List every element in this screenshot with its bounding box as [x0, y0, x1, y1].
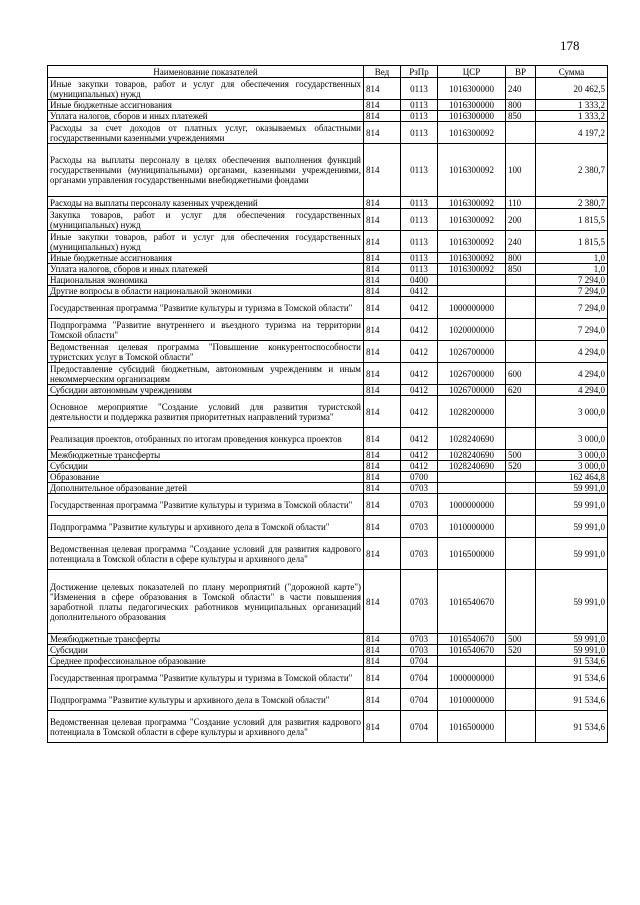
cell-name: Образование [48, 472, 364, 483]
cell-sum: 1,0 [536, 264, 608, 275]
cell-ved: 814 [364, 538, 401, 570]
cell-csr: 1016500000 [438, 711, 506, 743]
cell-ved: 814 [364, 516, 401, 538]
cell-name: Другие вопросы в области национальной экономики [48, 286, 364, 297]
cell-rzpr: 0113 [401, 144, 438, 197]
cell-rzpr: 0113 [401, 100, 438, 111]
cell-name: Межбюджетные трансферты [48, 450, 364, 461]
cell-sum: 1 815,5 [536, 231, 608, 253]
cell-sum: 162 464,8 [536, 472, 608, 483]
cell-vr [506, 319, 536, 341]
table-row [48, 689, 608, 711]
cell-csr: 1016300092 [438, 122, 506, 144]
cell-vr: 620 [506, 385, 536, 396]
cell-rzpr: 0412 [401, 461, 438, 472]
cell-ved: 814 [364, 209, 401, 231]
page-number: 178 [560, 38, 580, 53]
cell-rzpr: 0113 [401, 197, 438, 209]
cell-ved: 814 [364, 275, 401, 286]
cell-name: Иные бюджетные ассигнования [48, 100, 364, 111]
cell-sum: 4 294,0 [536, 363, 608, 385]
cell-rzpr: 0412 [401, 286, 438, 297]
cell-ved: 814 [364, 286, 401, 297]
cell-name: Подпрограмма "Развитие культуры и архивного дела в Томской области" [48, 516, 364, 538]
cell-csr: 1016300092 [438, 264, 506, 275]
table-row [48, 231, 608, 253]
cell-name: Государственная программа "Развитие культуры и туризма в Томской области" [48, 494, 364, 516]
cell-ved: 814 [364, 634, 401, 645]
cell-sum: 1,0 [536, 253, 608, 264]
cell-name: Государственная программа "Развитие культуры и туризма в Томской области" [48, 667, 364, 689]
cell-vr: 800 [506, 100, 536, 111]
cell-csr: 1016300092 [438, 231, 506, 253]
cell-csr: 1016300000 [438, 78, 506, 100]
cell-sum: 3 000,0 [536, 461, 608, 472]
cell-vr: 110 [506, 197, 536, 209]
cell-name: Реализация проектов, отобранных по итогам проведения конкурса проектов [48, 428, 364, 450]
cell-rzpr: 0412 [401, 297, 438, 319]
table-row [48, 656, 608, 667]
cell-vr [506, 656, 536, 667]
cell-vr: 600 [506, 363, 536, 385]
table-row [48, 363, 608, 385]
cell-rzpr: 0113 [401, 253, 438, 264]
cell-sum: 20 462,5 [536, 78, 608, 100]
cell-rzpr: 0703 [401, 516, 438, 538]
table-row [48, 428, 608, 450]
table-row [48, 286, 608, 297]
table-row [48, 461, 608, 472]
cell-vr [506, 570, 536, 634]
col-header-ved: Вед [364, 66, 401, 78]
cell-csr: 1016540670 [438, 645, 506, 656]
cell-ved: 814 [364, 100, 401, 111]
cell-sum: 2 380,7 [536, 197, 608, 209]
cell-sum: 4 294,0 [536, 341, 608, 363]
cell-csr: 1020000000 [438, 319, 506, 341]
col-header-rzpr: РзПр [401, 66, 438, 78]
cell-rzpr: 0703 [401, 494, 438, 516]
cell-sum: 1 333,2 [536, 100, 608, 111]
cell-ved: 814 [364, 472, 401, 483]
cell-vr: 100 [506, 144, 536, 197]
table-row [48, 711, 608, 743]
cell-ved: 814 [364, 231, 401, 253]
cell-csr: 1016540670 [438, 570, 506, 634]
cell-ved: 814 [364, 78, 401, 100]
cell-csr: 1028240690 [438, 428, 506, 450]
cell-rzpr: 0412 [401, 341, 438, 363]
cell-sum: 1 815,5 [536, 209, 608, 231]
cell-name: Национальная экономика [48, 275, 364, 286]
cell-name: Межбюджетные трансферты [48, 634, 364, 645]
cell-ved: 814 [364, 656, 401, 667]
cell-rzpr: 0113 [401, 264, 438, 275]
cell-rzpr: 0700 [401, 472, 438, 483]
cell-rzpr: 0703 [401, 570, 438, 634]
table-row [48, 483, 608, 494]
cell-vr: 240 [506, 231, 536, 253]
cell-rzpr: 0412 [401, 363, 438, 385]
cell-sum: 59 991,0 [536, 538, 608, 570]
cell-csr: 1016500000 [438, 538, 506, 570]
cell-csr: 1000000000 [438, 667, 506, 689]
cell-rzpr: 0703 [401, 645, 438, 656]
cell-vr: 200 [506, 209, 536, 231]
cell-name: Уплата налогов, сборов и иных платежей [48, 111, 364, 122]
cell-sum: 2 380,7 [536, 144, 608, 197]
cell-vr [506, 689, 536, 711]
cell-rzpr: 0703 [401, 483, 438, 494]
cell-name: Подпрограмма "Развитие культуры и архивного дела в Томской области" [48, 689, 364, 711]
cell-vr [506, 538, 536, 570]
cell-name: Закупка товаров, работ и услуг для обеспечения государственных (муниципальных) нужд [48, 209, 364, 231]
cell-sum: 7 294,0 [536, 319, 608, 341]
col-header-csr: ЦСР [438, 66, 506, 78]
cell-name: Уплата налогов, сборов и иных платежей [48, 264, 364, 275]
cell-vr: 800 [506, 253, 536, 264]
table-row [48, 122, 608, 144]
cell-vr [506, 711, 536, 743]
cell-csr: 1016300092 [438, 209, 506, 231]
cell-vr: 500 [506, 450, 536, 461]
cell-rzpr: 0400 [401, 275, 438, 286]
cell-rzpr: 0703 [401, 538, 438, 570]
cell-rzpr: 0412 [401, 450, 438, 461]
cell-name: Основное мероприятие "Создание условий для развития туристской деятельности и поддержка развития приоритетных направлений туризма" [48, 396, 364, 428]
cell-ved: 814 [364, 363, 401, 385]
cell-vr [506, 428, 536, 450]
table-row [48, 209, 608, 231]
table-row [48, 450, 608, 461]
cell-ved: 814 [364, 494, 401, 516]
cell-name: Дополнительное образование детей [48, 483, 364, 494]
table-row [48, 319, 608, 341]
table-row [48, 634, 608, 645]
cell-rzpr: 0703 [401, 634, 438, 645]
cell-ved: 814 [364, 667, 401, 689]
table-row [48, 111, 608, 122]
cell-sum: 59 991,0 [536, 570, 608, 634]
cell-rzpr: 0704 [401, 689, 438, 711]
cell-vr [506, 275, 536, 286]
cell-name: Иные закупки товаров, работ и услуг для обеспечения государственных (муниципальных) нужд [48, 78, 364, 100]
cell-csr [438, 656, 506, 667]
cell-ved: 814 [364, 319, 401, 341]
cell-rzpr: 0412 [401, 385, 438, 396]
cell-sum: 91 534,6 [536, 656, 608, 667]
cell-sum: 59 991,0 [536, 645, 608, 656]
cell-csr: 1000000000 [438, 297, 506, 319]
budget-table [47, 65, 608, 743]
cell-ved: 814 [364, 341, 401, 363]
cell-rzpr: 0113 [401, 231, 438, 253]
table-row [48, 275, 608, 286]
cell-name: Расходы за счет доходов от платных услуг, оказываемых областными государственными казенными учреждениями [48, 122, 364, 144]
cell-name: Подпрограмма "Развитие внутреннего и въездного туризма на территории Томской области" [48, 319, 364, 341]
cell-sum: 4 294,0 [536, 385, 608, 396]
cell-ved: 814 [364, 483, 401, 494]
cell-rzpr: 0113 [401, 209, 438, 231]
cell-vr [506, 667, 536, 689]
cell-name: Предоставление субсидий бюджетным, автономным учреждениям и иным некоммерческим организациям [48, 363, 364, 385]
cell-csr: 1016300000 [438, 100, 506, 111]
cell-vr [506, 286, 536, 297]
cell-ved: 814 [364, 122, 401, 144]
cell-csr [438, 483, 506, 494]
cell-sum: 91 534,6 [536, 667, 608, 689]
cell-ved: 814 [364, 111, 401, 122]
cell-vr [506, 494, 536, 516]
cell-rzpr: 0113 [401, 78, 438, 100]
cell-vr: 500 [506, 634, 536, 645]
cell-csr: 1028240690 [438, 461, 506, 472]
cell-ved: 814 [364, 461, 401, 472]
cell-ved: 814 [364, 197, 401, 209]
cell-rzpr: 0704 [401, 667, 438, 689]
cell-csr [438, 286, 506, 297]
table-row [48, 570, 608, 634]
cell-name: Субсидии [48, 645, 364, 656]
cell-csr: 1016300000 [438, 111, 506, 122]
cell-csr: 1016300092 [438, 144, 506, 197]
cell-rzpr: 0412 [401, 428, 438, 450]
cell-csr: 1026700000 [438, 341, 506, 363]
cell-sum: 7 294,0 [536, 286, 608, 297]
cell-vr [506, 483, 536, 494]
cell-ved: 814 [364, 711, 401, 743]
table-row [48, 78, 608, 100]
cell-csr: 1026700000 [438, 385, 506, 396]
cell-rzpr: 0704 [401, 711, 438, 743]
cell-rzpr: 0113 [401, 111, 438, 122]
cell-name: Достижение целевых показателей по плану мероприятий ("дорожной карте") "Изменения в сфере образования в Томской области" в части повышения заработной платы педагогических работников муниципальных организаций дополнительного образования [48, 570, 364, 634]
cell-csr: 1016540670 [438, 634, 506, 645]
cell-ved: 814 [364, 385, 401, 396]
cell-ved: 814 [364, 264, 401, 275]
table-row [48, 516, 608, 538]
table-row [48, 396, 608, 428]
cell-ved: 814 [364, 428, 401, 450]
table-header-row [48, 66, 608, 78]
cell-vr: 520 [506, 461, 536, 472]
cell-sum: 3 000,0 [536, 450, 608, 461]
cell-sum: 91 534,6 [536, 689, 608, 711]
cell-csr [438, 275, 506, 286]
col-header-vr: ВР [506, 66, 536, 78]
cell-csr [438, 472, 506, 483]
cell-name: Ведомственная целевая программа "Создание условий для развития кадрового потенциала в Томской области в сфере культуры и архивного дела" [48, 711, 364, 743]
table-row [48, 297, 608, 319]
cell-sum: 91 534,6 [536, 711, 608, 743]
cell-csr: 1016300092 [438, 253, 506, 264]
cell-sum: 59 991,0 [536, 634, 608, 645]
cell-vr [506, 516, 536, 538]
cell-name: Государственная программа "Развитие культуры и туризма в Томской области" [48, 297, 364, 319]
table-row [48, 385, 608, 396]
cell-sum: 3 000,0 [536, 396, 608, 428]
cell-name: Иные закупки товаров, работ и услуг для обеспечения государственных (муниципальных) нужд [48, 231, 364, 253]
cell-name: Расходы на выплаты персоналу в целях обеспечения выполнения функций государственными (муниципальными) органами, казенными учреждениями, органами управления государственными внебюджетными фондами [48, 144, 364, 197]
cell-name: Ведомственная целевая программа "Повышение конкурентоспособности туристских услуг в Томской области" [48, 341, 364, 363]
cell-rzpr: 0113 [401, 122, 438, 144]
cell-vr [506, 297, 536, 319]
cell-sum: 59 991,0 [536, 494, 608, 516]
cell-vr [506, 396, 536, 428]
cell-vr [506, 122, 536, 144]
cell-ved: 814 [364, 144, 401, 197]
cell-csr: 1028240690 [438, 450, 506, 461]
cell-csr: 1010000000 [438, 689, 506, 711]
cell-sum: 7 294,0 [536, 297, 608, 319]
table-row [48, 472, 608, 483]
cell-ved: 814 [364, 645, 401, 656]
table-row [48, 494, 608, 516]
cell-csr: 1010000000 [438, 516, 506, 538]
cell-csr: 1000000000 [438, 494, 506, 516]
table-row [48, 538, 608, 570]
cell-sum: 7 294,0 [536, 275, 608, 286]
cell-vr [506, 341, 536, 363]
cell-sum: 59 991,0 [536, 516, 608, 538]
cell-csr: 1028200000 [438, 396, 506, 428]
cell-csr: 1026700000 [438, 363, 506, 385]
cell-ved: 814 [364, 570, 401, 634]
cell-sum: 3 000,0 [536, 428, 608, 450]
cell-ved: 814 [364, 297, 401, 319]
cell-vr: 240 [506, 78, 536, 100]
table-row [48, 100, 608, 111]
table-row [48, 667, 608, 689]
table-row [48, 197, 608, 209]
cell-vr: 850 [506, 264, 536, 275]
col-header-sum: Сумма [536, 66, 608, 78]
cell-name: Субсидии [48, 461, 364, 472]
cell-csr: 1016300092 [438, 197, 506, 209]
cell-rzpr: 0412 [401, 396, 438, 428]
cell-vr [506, 472, 536, 483]
col-header-name: Наименование показателей [48, 66, 364, 78]
cell-name: Расходы на выплаты персоналу казенных учреждений [48, 197, 364, 209]
cell-rzpr: 0704 [401, 656, 438, 667]
cell-ved: 814 [364, 253, 401, 264]
cell-name: Субсидии автономным учреждениям [48, 385, 364, 396]
table-row [48, 144, 608, 197]
cell-vr: 850 [506, 111, 536, 122]
cell-sum: 59 991,0 [536, 483, 608, 494]
cell-ved: 814 [364, 450, 401, 461]
cell-ved: 814 [364, 396, 401, 428]
table-row [48, 341, 608, 363]
cell-sum: 4 197,2 [536, 122, 608, 144]
table-row [48, 253, 608, 264]
cell-name: Среднее профессиональное образование [48, 656, 364, 667]
cell-name: Иные бюджетные ассигнования [48, 253, 364, 264]
cell-ved: 814 [364, 689, 401, 711]
cell-rzpr: 0412 [401, 319, 438, 341]
cell-vr: 520 [506, 645, 536, 656]
table-row [48, 645, 608, 656]
table-row [48, 264, 608, 275]
cell-name: Ведомственная целевая программа "Создание условий для развития кадрового потенциала в Томской области в сфере культуры и архивного дела" [48, 538, 364, 570]
cell-sum: 1 333,2 [536, 111, 608, 122]
